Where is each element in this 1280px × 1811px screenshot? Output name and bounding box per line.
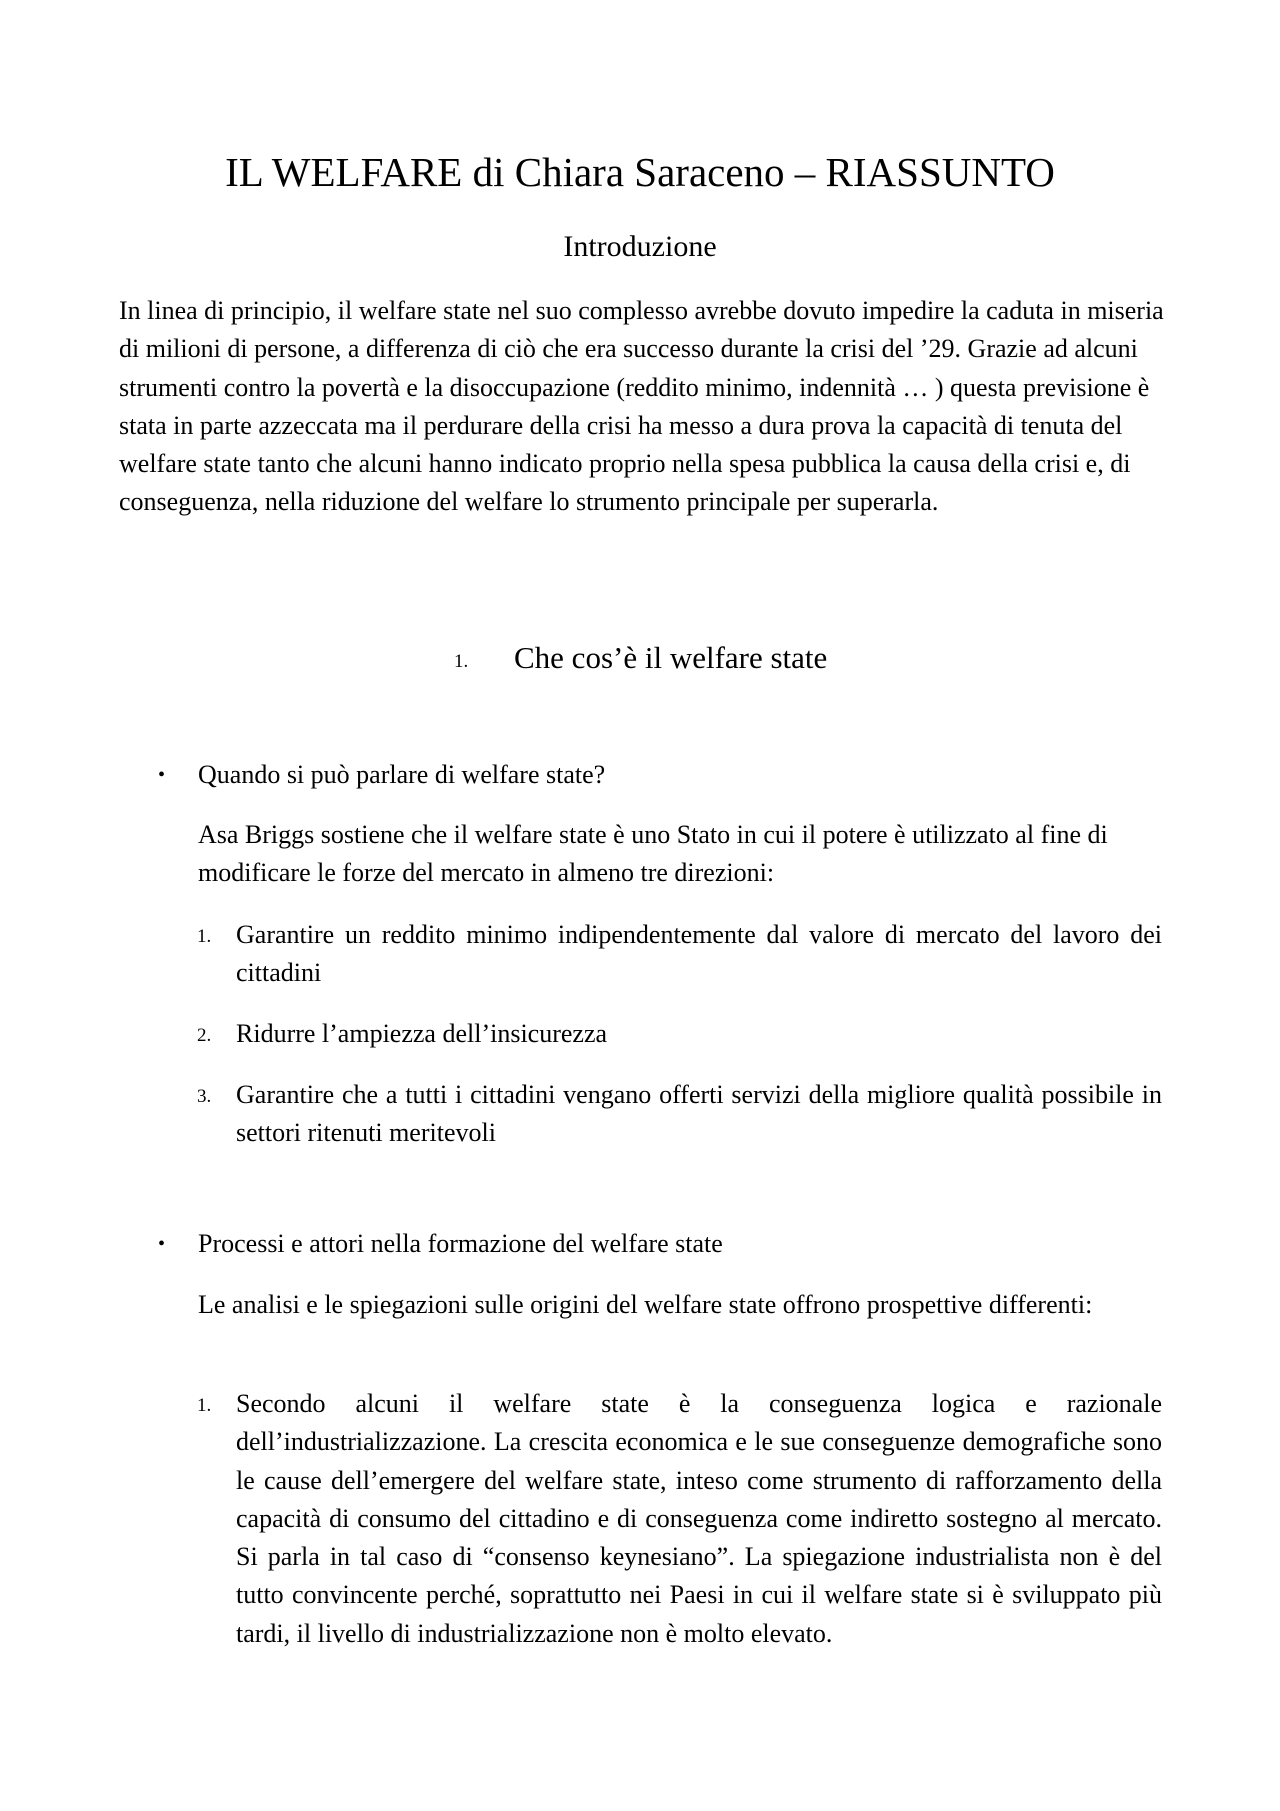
chapter-number: 1.: [454, 651, 469, 672]
list-item-text: Garantire un reddito minimo indipendentemente dal valore di mercato del lavoro dei cittadini: [236, 920, 1162, 988]
list-item-text: Secondo alcuni il welfare state è la conseguenza logica e razionale dell’industrializzazione. La crescita economica e le sue conseguenze demografiche sono le cause dell’emergere del welfare state, inteso come strumento di rafforzamento della capacità di consumo del cittadino e di conseguenza come indiretto sostegno al mercato. Si parla in tal caso di “consenso keynesiano”. La spiegazione industrialista non è del tutto convincente perché, soprattutto nei Paesi in cui il welfare state si è sviluppato più tardi, il livello di industrializzazione non è molto elevato.: [236, 1389, 1162, 1648]
list-item-number: 1.: [197, 1395, 212, 1416]
intro-paragraph: In linea di principio, il welfare state nel suo complesso avrebbe dovuto impedire la caduta in miseria di milioni di persone, a differenza di ciò che era successo durante la crisi del ’29. Grazie ad alcuni strumenti contro la povertà e la disoccupazione (reddito minimo, indennità … ) questa previsione è stata in parte azzeccata ma il perdurare della crisi ha messo a dura prova la capacità di tenuta del welfare state tanto che alcuni hanno indicato proprio nella spesa pubblica la causa della crisi e, di conseguenza, nella riduzione del welfare lo strumento principale per superarla.: [119, 296, 1164, 517]
bullet-marker: •: [158, 1233, 166, 1255]
list-item-text: Ridurre l’ampiezza dell’insicurezza: [236, 1019, 608, 1048]
list-item-number: 1.: [197, 926, 212, 947]
intro-heading: Introduzione: [563, 230, 717, 263]
document-title: IL WELFARE di Chiara Saraceno – RIASSUNTO: [225, 149, 1055, 195]
section-heading: Processi e attori nella formazione del welfare state: [198, 1229, 723, 1258]
section-paragraph: Le analisi e le spiegazioni sulle origini del welfare state offrono prospettive differenti:: [198, 1290, 1093, 1319]
section-heading: Quando si può parlare di welfare state?: [198, 760, 606, 789]
list-item-number: 2.: [197, 1025, 212, 1046]
bullet-marker: •: [158, 764, 166, 786]
list-item-text: Garantire che a tutti i cittadini vengano offerti servizi della migliore qualità possibile in settori ritenuti meritevoli: [236, 1080, 1162, 1148]
section-paragraph: Asa Briggs sostiene che il welfare state è uno Stato in cui il potere è utilizzato al fine di modificare le forze del mercato in almeno tre direzioni:: [198, 820, 1108, 888]
chapter-title: Che cos’è il welfare state: [514, 640, 828, 675]
list-item-number: 3.: [197, 1086, 212, 1107]
